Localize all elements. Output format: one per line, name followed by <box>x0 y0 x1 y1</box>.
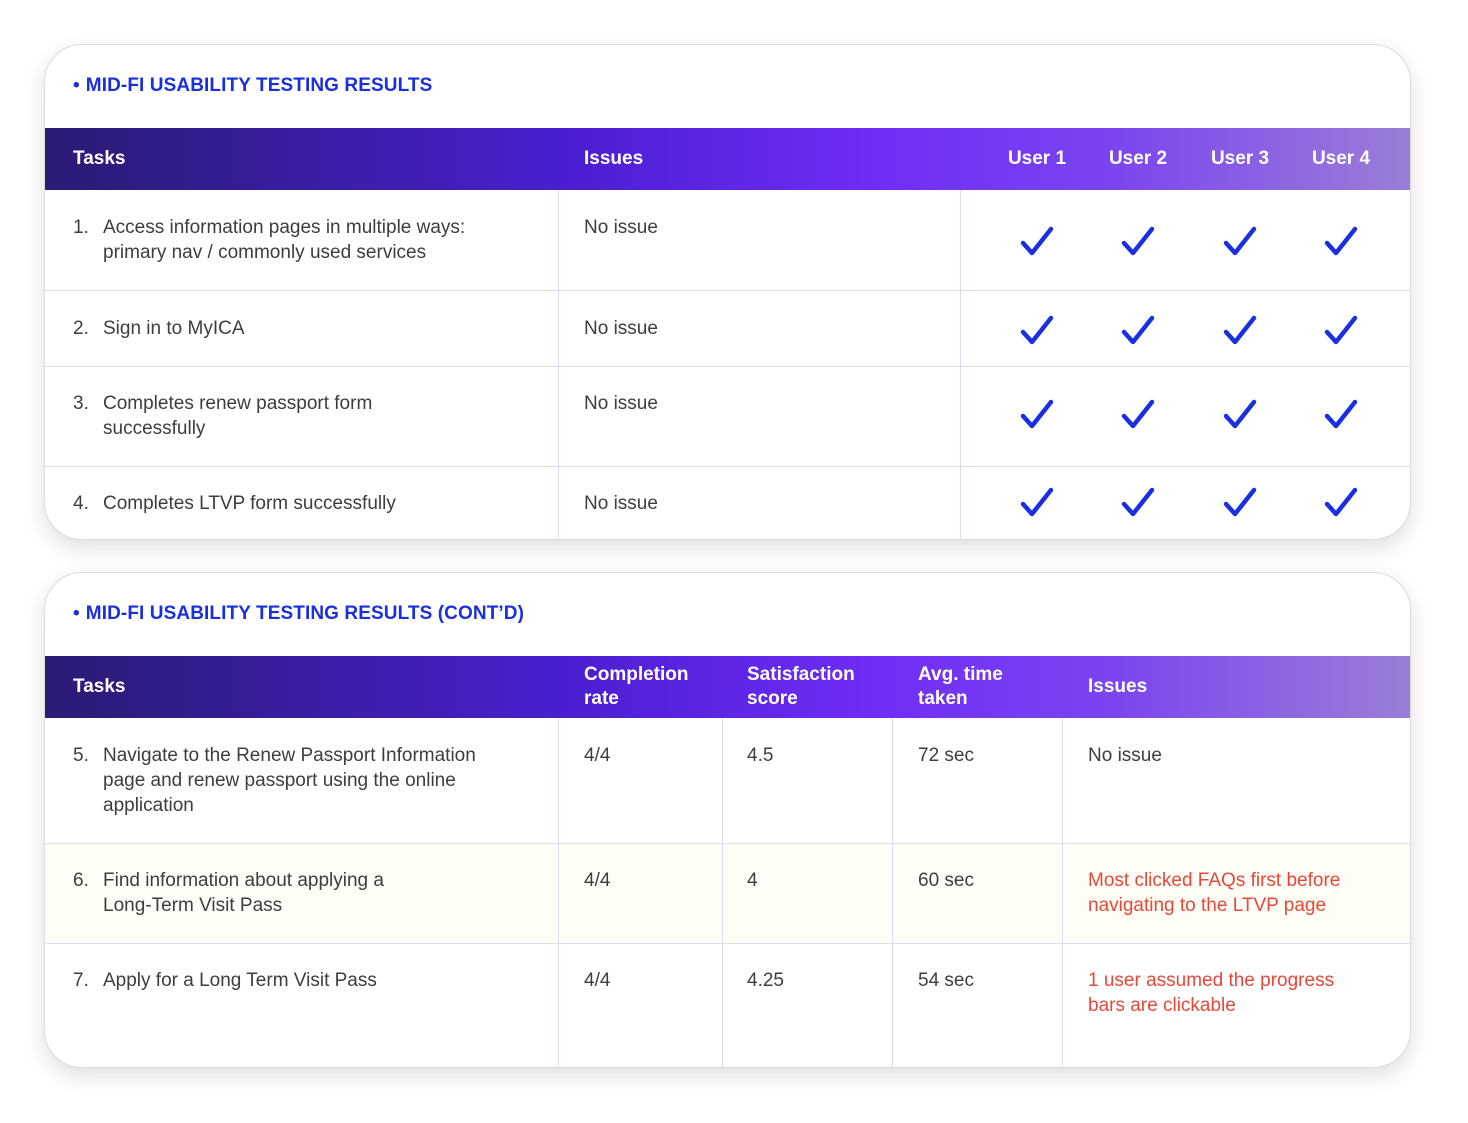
check-icon <box>1121 486 1155 520</box>
issue-cell: Most clicked FAQs first before navigating to the LTVP page <box>1088 870 1341 916</box>
header-line: Satisfaction <box>747 664 855 685</box>
task-text: Find information about applying a Long-Term Visit Pass <box>103 870 384 916</box>
satisfaction-cell: 4 <box>747 870 758 891</box>
header-user-3: User 3 <box>1210 148 1270 169</box>
check-icon <box>1020 486 1054 520</box>
satisfaction-cell: 4.25 <box>747 970 784 991</box>
task-text: Completes renew passport form successfully <box>103 393 373 439</box>
usability-results-card <box>44 44 1411 540</box>
issue-cell: No issue <box>584 318 658 339</box>
title-text: MID-FI USABILITY TESTING RESULTS <box>85 75 433 96</box>
header-line: rate <box>584 688 619 709</box>
check-icon <box>1324 398 1358 432</box>
table-row <box>45 944 1410 1068</box>
title-bullet: • <box>73 603 80 624</box>
completion-cell: 4/4 <box>584 970 611 991</box>
time-cell: 54 sec <box>918 970 974 991</box>
issue-cell: No issue <box>584 393 658 414</box>
completion-cell: 4/4 <box>584 745 611 766</box>
column-divider <box>722 718 723 1068</box>
task-number: 6. <box>73 870 89 891</box>
header-issues: Issues <box>1088 676 1148 697</box>
task-number: 3. <box>73 393 89 414</box>
task-text: Completes LTVP form successfully <box>103 493 396 514</box>
header-user-2: User 2 <box>1108 148 1168 169</box>
card-title <box>73 75 432 97</box>
task-number: 7. <box>73 970 89 991</box>
check-icon <box>1324 486 1358 520</box>
table-row <box>45 467 1410 540</box>
column-divider <box>1062 718 1063 1068</box>
column-divider <box>960 190 961 540</box>
task-text: Apply for a Long Term Visit Pass <box>103 970 377 991</box>
table-row <box>45 718 1410 844</box>
header-avg-time <box>918 656 1003 718</box>
check-icon <box>1223 225 1257 259</box>
check-icon <box>1324 314 1358 348</box>
title-text: MID-FI USABILITY TESTING RESULTS (CONT’D) <box>85 603 525 624</box>
task-cell <box>73 743 503 818</box>
time-cell: 72 sec <box>918 745 974 766</box>
issue-cell: No issue <box>584 217 658 238</box>
header-satisfaction-score <box>747 656 855 718</box>
card-title <box>73 603 524 625</box>
header-tasks: Tasks <box>73 148 126 169</box>
column-divider <box>558 190 559 540</box>
task-cell <box>73 391 423 441</box>
check-icon <box>1223 314 1257 348</box>
table-row <box>45 291 1410 367</box>
task-text: Navigate to the Renew Passport Information page and renew passport using the online application <box>103 745 476 816</box>
header-completion-rate <box>584 656 689 718</box>
task-cell <box>73 968 513 993</box>
issue-cell: No issue <box>584 493 658 514</box>
issue-cell: No issue <box>1088 745 1162 766</box>
task-number: 5. <box>73 745 89 766</box>
table-header <box>45 128 1410 190</box>
issue-cell: 1 user assumed the progress bars are clickable <box>1088 970 1335 1016</box>
task-cell <box>73 868 413 918</box>
task-cell <box>73 215 513 265</box>
check-icon <box>1020 225 1054 259</box>
task-text: Sign in to MyICA <box>103 318 245 339</box>
check-icon <box>1223 486 1257 520</box>
check-icon <box>1223 398 1257 432</box>
check-icon <box>1121 398 1155 432</box>
check-icon <box>1020 398 1054 432</box>
completion-cell: 4/4 <box>584 870 611 891</box>
header-line: Avg. time <box>918 664 1003 685</box>
task-cell <box>73 491 513 516</box>
header-issues: Issues <box>584 148 644 169</box>
usability-results-contd-card <box>44 572 1411 1068</box>
task-number: 1. <box>73 217 89 238</box>
time-cell: 60 sec <box>918 870 974 891</box>
column-divider <box>892 718 893 1068</box>
title-bullet: • <box>73 75 80 96</box>
header-line: score <box>747 688 798 709</box>
header-tasks: Tasks <box>73 676 126 697</box>
header-user-4: User 4 <box>1311 148 1371 169</box>
check-icon <box>1121 314 1155 348</box>
table-row <box>45 190 1410 291</box>
header-user-1: User 1 <box>1007 148 1067 169</box>
check-icon <box>1020 314 1054 348</box>
table-header <box>45 656 1410 718</box>
task-number: 2. <box>73 318 89 339</box>
table-row <box>45 367 1410 467</box>
header-line: taken <box>918 688 968 709</box>
task-cell <box>73 316 513 341</box>
check-icon <box>1121 225 1155 259</box>
task-text: Access information pages in multiple ways: primary nav / commonly used services <box>103 217 466 263</box>
satisfaction-cell: 4.5 <box>747 745 774 766</box>
task-number: 4. <box>73 493 89 514</box>
header-line: Completion <box>584 664 689 685</box>
check-icon <box>1324 225 1358 259</box>
column-divider <box>558 718 559 1068</box>
table-row <box>45 844 1410 944</box>
